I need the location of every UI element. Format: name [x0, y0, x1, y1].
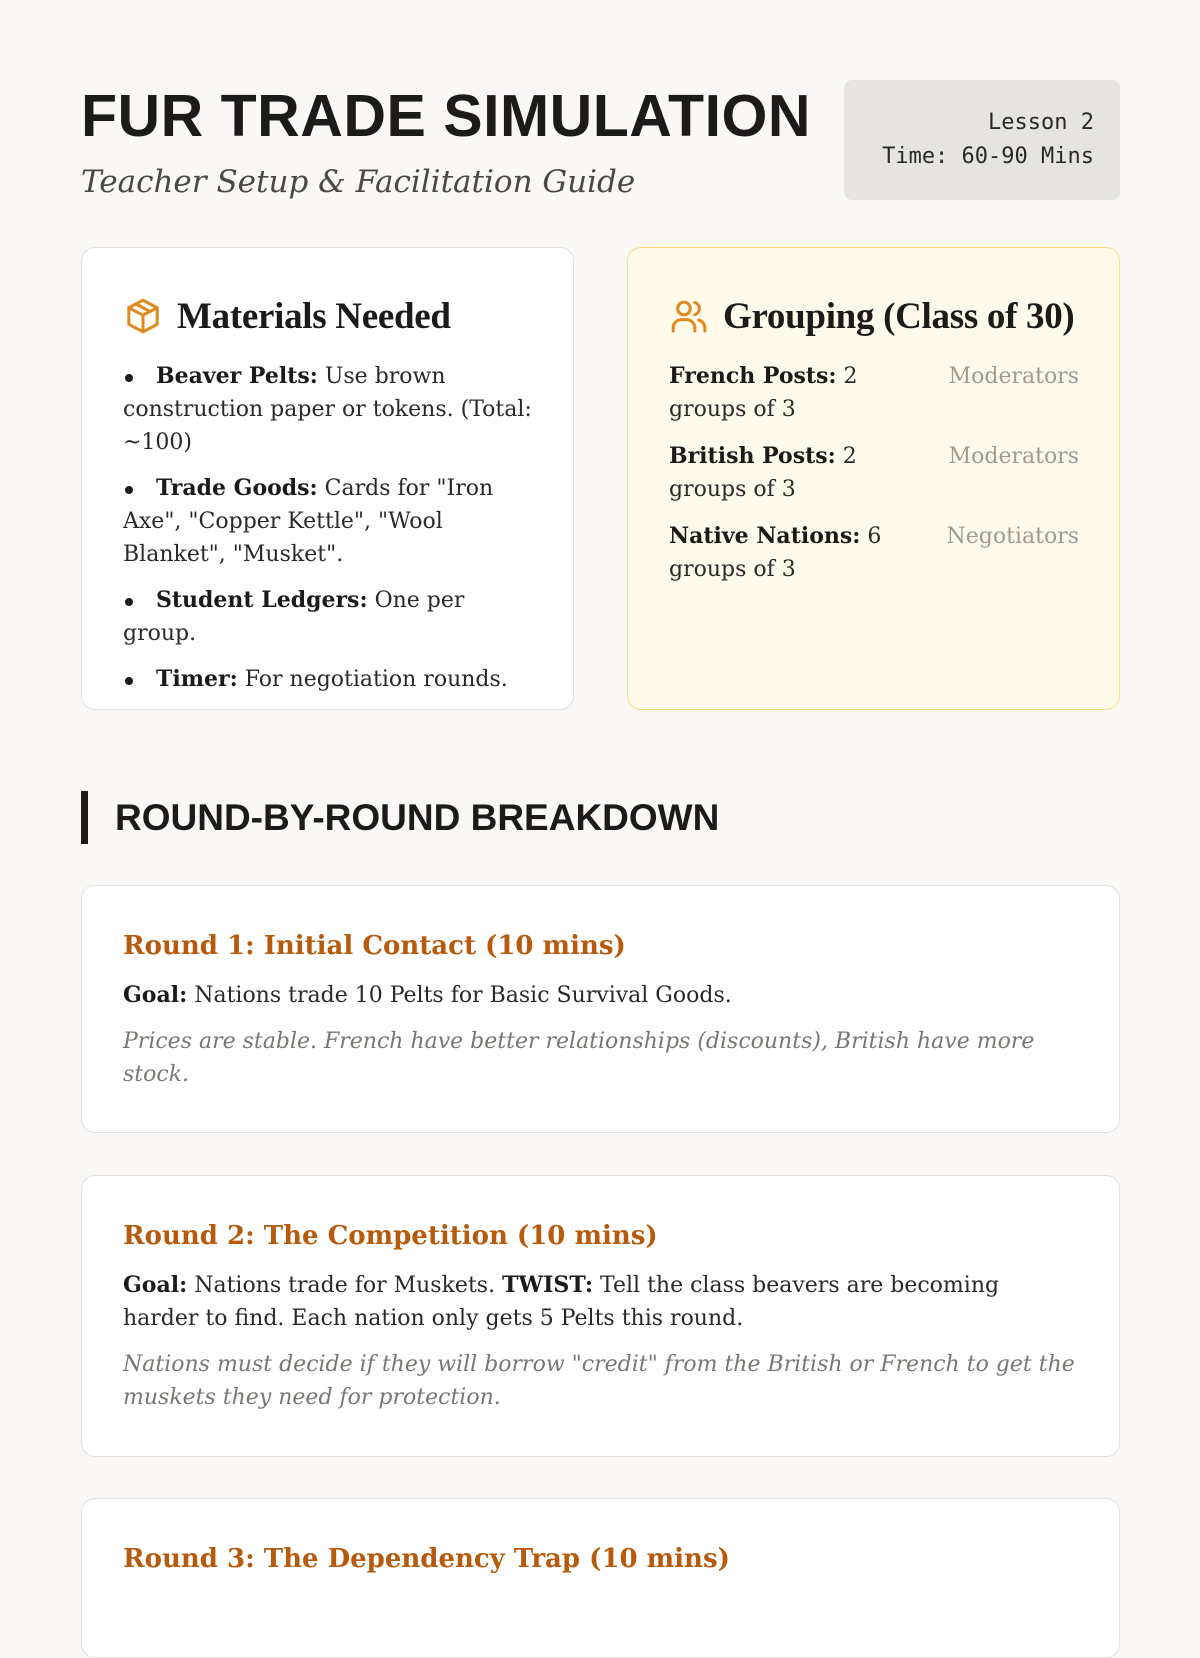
materials-list [123, 360, 533, 696]
materials-heading: Materials Needed [177, 295, 451, 337]
materials-header [123, 294, 533, 338]
grouping-card [627, 247, 1120, 710]
item-label: Beaver Pelts: [156, 363, 318, 389]
lesson-number: Lesson 2 [988, 110, 1094, 135]
round-card [81, 1498, 1120, 1658]
section-heading: ROUND-BY-ROUND BREAKDOWN [81, 791, 719, 844]
round-goal [123, 979, 1079, 1012]
grouping-heading: Grouping (Class of 30) [723, 295, 1075, 337]
round-title: Round 2: The Competition (10 mins) [123, 1221, 658, 1251]
round-title: Round 3: The Dependency Trap (10 mins) [123, 1544, 730, 1574]
round-card [81, 885, 1120, 1133]
grouping-header [669, 294, 1079, 338]
page-title: FUR TRADE SIMULATION [81, 83, 811, 149]
list-item [123, 472, 533, 571]
goal-text: Nations trade for Muskets. [187, 1273, 503, 1298]
item-text: Cards for "Iron Axe", "Copper Kettle", "Wool Blanket", "Musket". [123, 476, 494, 567]
group-label: British Posts: [669, 443, 836, 469]
group-role: Negotiators [946, 524, 1079, 549]
users-icon [669, 296, 709, 336]
grouping-row [669, 520, 1079, 586]
group-role: Moderators [948, 364, 1079, 389]
group-label: French Posts: [669, 363, 837, 389]
grouping-row [669, 360, 1079, 426]
header [81, 80, 1120, 210]
list-item [123, 360, 533, 459]
goal-text: Nations trade 10 Pelts for Basic Survival Goods. [187, 983, 732, 1008]
materials-card [81, 247, 574, 710]
twist-text: Tell the class beavers are becoming harder to find. Each nation only gets 5 Pelts this round. [123, 1273, 1000, 1331]
item-text: One per group. [123, 588, 465, 646]
item-label: Trade Goods: [156, 475, 318, 501]
round-card [81, 1175, 1120, 1457]
group-text: 2 groups of 3 [669, 364, 858, 422]
group-text: 2 groups of 3 [669, 444, 857, 502]
group-text: 6 groups of 3 [669, 524, 882, 582]
list-item [123, 584, 533, 650]
item-text: For negotiation rounds. [237, 667, 508, 692]
goal-label: Goal: [123, 1272, 188, 1298]
item-label: Timer: [156, 666, 238, 692]
round-goal [123, 1269, 1079, 1335]
goal-label: Goal: [123, 982, 188, 1008]
round-title: Round 1: Initial Contact (10 mins) [123, 931, 626, 961]
lesson-info-box [844, 80, 1120, 200]
item-text: Use brown construction paper or tokens. (Total: ~100) [123, 364, 532, 455]
round-note: Nations must decide if they will borrow "credit" from the British or French to get the muskets they need for protection. [123, 1352, 1075, 1410]
group-label: Native Nations: [669, 523, 861, 549]
lesson-time: Time: 60-90 Mins [882, 144, 1094, 169]
item-label: Student Ledgers: [156, 587, 368, 613]
twist-label: TWIST: [502, 1272, 594, 1298]
grouping-list [669, 360, 1079, 586]
page-subtitle: Teacher Setup & Facilitation Guide [81, 164, 636, 200]
list-item [123, 663, 533, 696]
round-note: Prices are stable. French have better relationships (discounts), British have more stock. [123, 1029, 1035, 1087]
box-icon [123, 296, 163, 336]
grouping-row [669, 440, 1079, 506]
group-role: Moderators [948, 444, 1079, 469]
